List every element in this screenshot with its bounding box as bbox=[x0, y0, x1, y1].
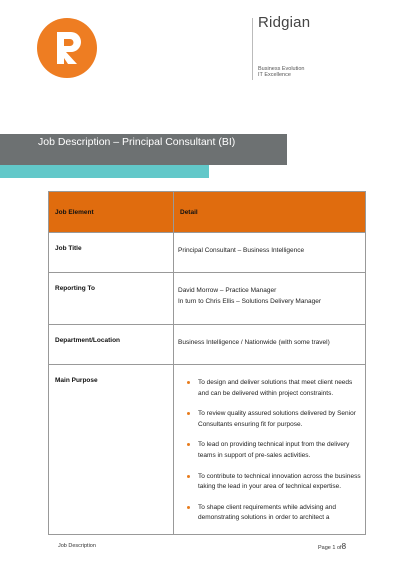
job-title-label: Job Title bbox=[55, 245, 82, 252]
brand-name: Ridgian bbox=[258, 14, 311, 31]
list-item: To contribute to technical innovation across the business taking the lead in your area of technical expertise. bbox=[198, 472, 361, 493]
table-header-row bbox=[49, 192, 366, 233]
department-label: Department/Location bbox=[55, 337, 121, 344]
footer-doc-name: Job Description bbox=[58, 543, 96, 549]
document-title: Job Description – Principal Consultant (BI) bbox=[38, 136, 236, 148]
header-divider bbox=[252, 18, 253, 80]
logo-r-glyph bbox=[37, 18, 97, 78]
department-value: Business Intelligence / Nationwide (with some travel) bbox=[178, 339, 330, 346]
page-prefix: Page bbox=[318, 545, 331, 551]
header-job-element: Job Element bbox=[55, 208, 94, 216]
page-number: 1 bbox=[332, 545, 336, 551]
reporting-to-line-1: David Morrow – Practice Manager bbox=[178, 287, 277, 294]
reporting-to-line-2: In turn to Chris Ellis – Solutions Delivery Manager bbox=[178, 298, 322, 305]
list-item: To review quality assured solutions delivered by Senior Consultants ensuring fit for purpose. bbox=[198, 409, 361, 430]
reporting-to-label: Reporting To bbox=[55, 285, 95, 292]
list-item: To shape client requirements while advising and demonstrating solutions in order to architect a bbox=[198, 503, 361, 524]
brand-tagline-2: IT Excellence bbox=[258, 72, 291, 78]
page-of: of bbox=[336, 545, 342, 551]
page-total: 8 bbox=[341, 542, 347, 551]
job-title-value: Principal Consultant – Business Intelligence bbox=[178, 247, 305, 254]
header-detail: Detail bbox=[180, 208, 198, 216]
list-item: To lead on providing technical input from the delivery teams in support of pre-sales activities. bbox=[198, 440, 361, 461]
table-row bbox=[49, 233, 366, 273]
ridgian-logo bbox=[37, 18, 97, 78]
main-purpose-label: Main Purpose bbox=[55, 377, 98, 384]
brand-tagline-1: Business Evolution bbox=[258, 66, 305, 72]
table-row bbox=[49, 273, 366, 325]
main-purpose-list bbox=[174, 365, 365, 524]
list-item: To design and deliver solutions that meet client needs and can be delivered within project constraints. bbox=[198, 378, 361, 399]
job-description-table bbox=[48, 191, 366, 535]
table-row bbox=[49, 325, 366, 365]
accent-stripe bbox=[0, 165, 209, 178]
page-indicator bbox=[318, 542, 346, 551]
table-row bbox=[49, 365, 366, 535]
